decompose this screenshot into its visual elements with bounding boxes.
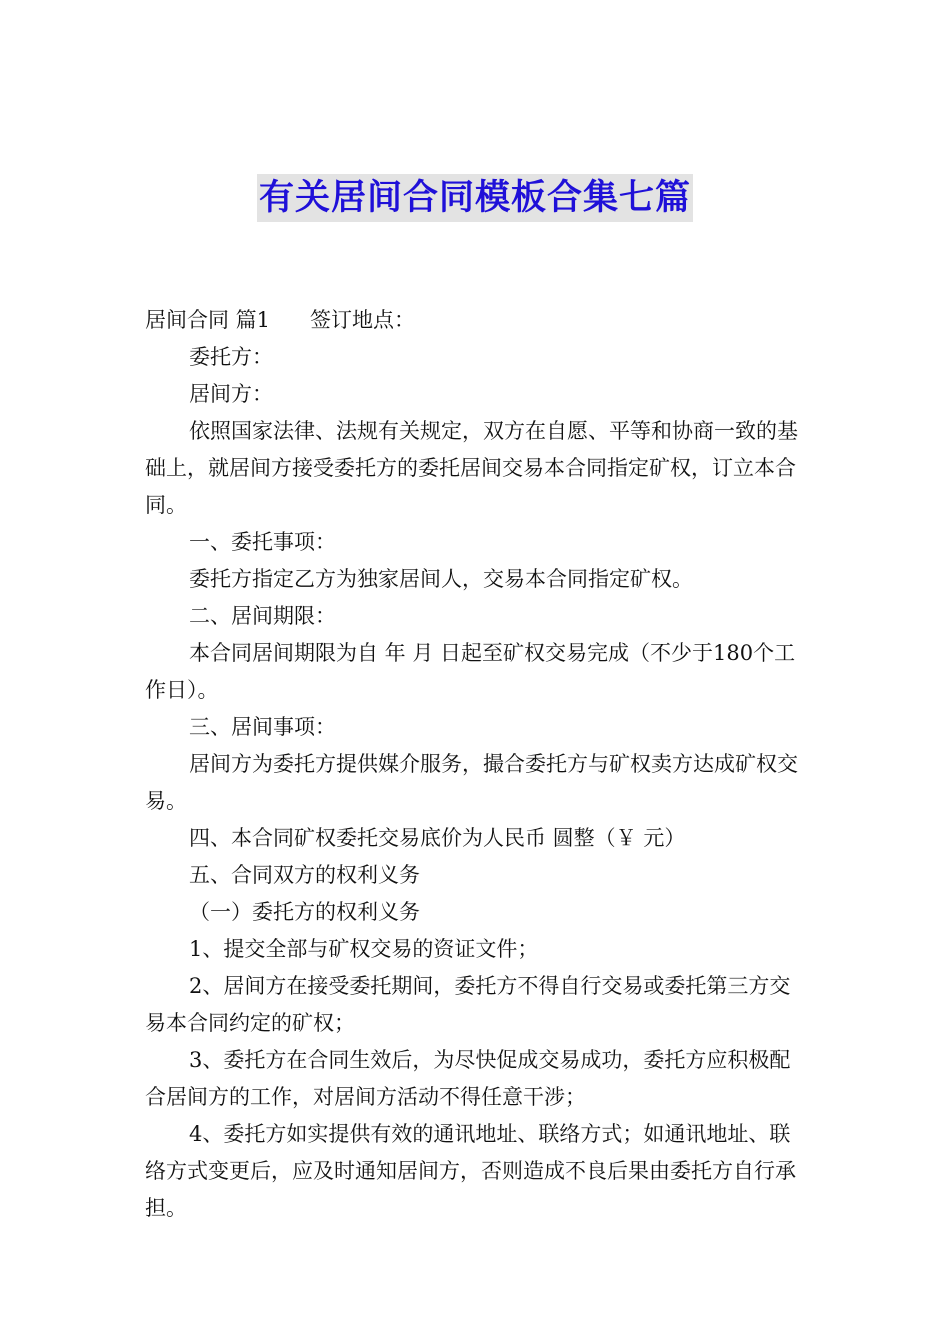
paragraph-client: 委托方： (189, 345, 273, 369)
heading-rights-obligations: 五、合同双方的权利义务 (189, 863, 420, 887)
paragraph-term: 本合同居间期限为自 年 月 日起至矿权交易完成（不少于180个工作日）。 (145, 641, 796, 702)
document-title: 有关居间合同模板合集七篇 (257, 174, 693, 222)
list-item-2: 2、居间方在接受委托期间，委托方不得自行交易或委托第三方交易本合同约定的矿权； (145, 974, 791, 1035)
list-item-1: 1、提交全部与矿权交易的资证文件； (189, 937, 539, 961)
paragraph-brokerage-matters: 居间方为委托方提供媒介服务，撮合委托方与矿权卖方达成矿权交易。 (145, 752, 798, 813)
title-container (0, 174, 950, 222)
list-item-4: 4、委托方如实提供有效的通讯地址、联络方式；如通讯地址、联络方式变更后，应及时通知居间方，否则造成不良后果由委托方自行承担。 (145, 1122, 796, 1220)
signing-place-label: 签订地点： (310, 308, 416, 332)
first-line (145, 302, 807, 339)
list-item-3: 3、委托方在合同生效后，为尽快促成交易成功，委托方应积极配合居间方的工作，对居间方活动不得任意干涉； (145, 1048, 791, 1109)
heading-brokerage-matters: 三、居间事项： (189, 715, 336, 739)
subheading-client-rights: （一）委托方的权利义务 (189, 900, 420, 924)
heading-entrusted-matters: 一、委托事项： (189, 530, 336, 554)
document-body (145, 302, 807, 1227)
paragraph-preamble: 依照国家法律、法规有关规定，双方在自愿、平等和协商一致的基础上，就居间方接受委托方的委托居间交易本合同指定矿权，订立本合同。 (145, 419, 798, 517)
paragraph-broker: 居间方： (189, 382, 273, 406)
paragraph-entrusted-matters: 委托方指定乙方为独家居间人，交易本合同指定矿权。 (189, 567, 693, 591)
section-heading: 居间合同 篇1 (145, 308, 271, 332)
paragraph-reserve-price: 四、本合同矿权委托交易底价为人民币 圆整（￥ 元） (189, 826, 686, 850)
heading-term: 二、居间期限： (189, 604, 336, 628)
